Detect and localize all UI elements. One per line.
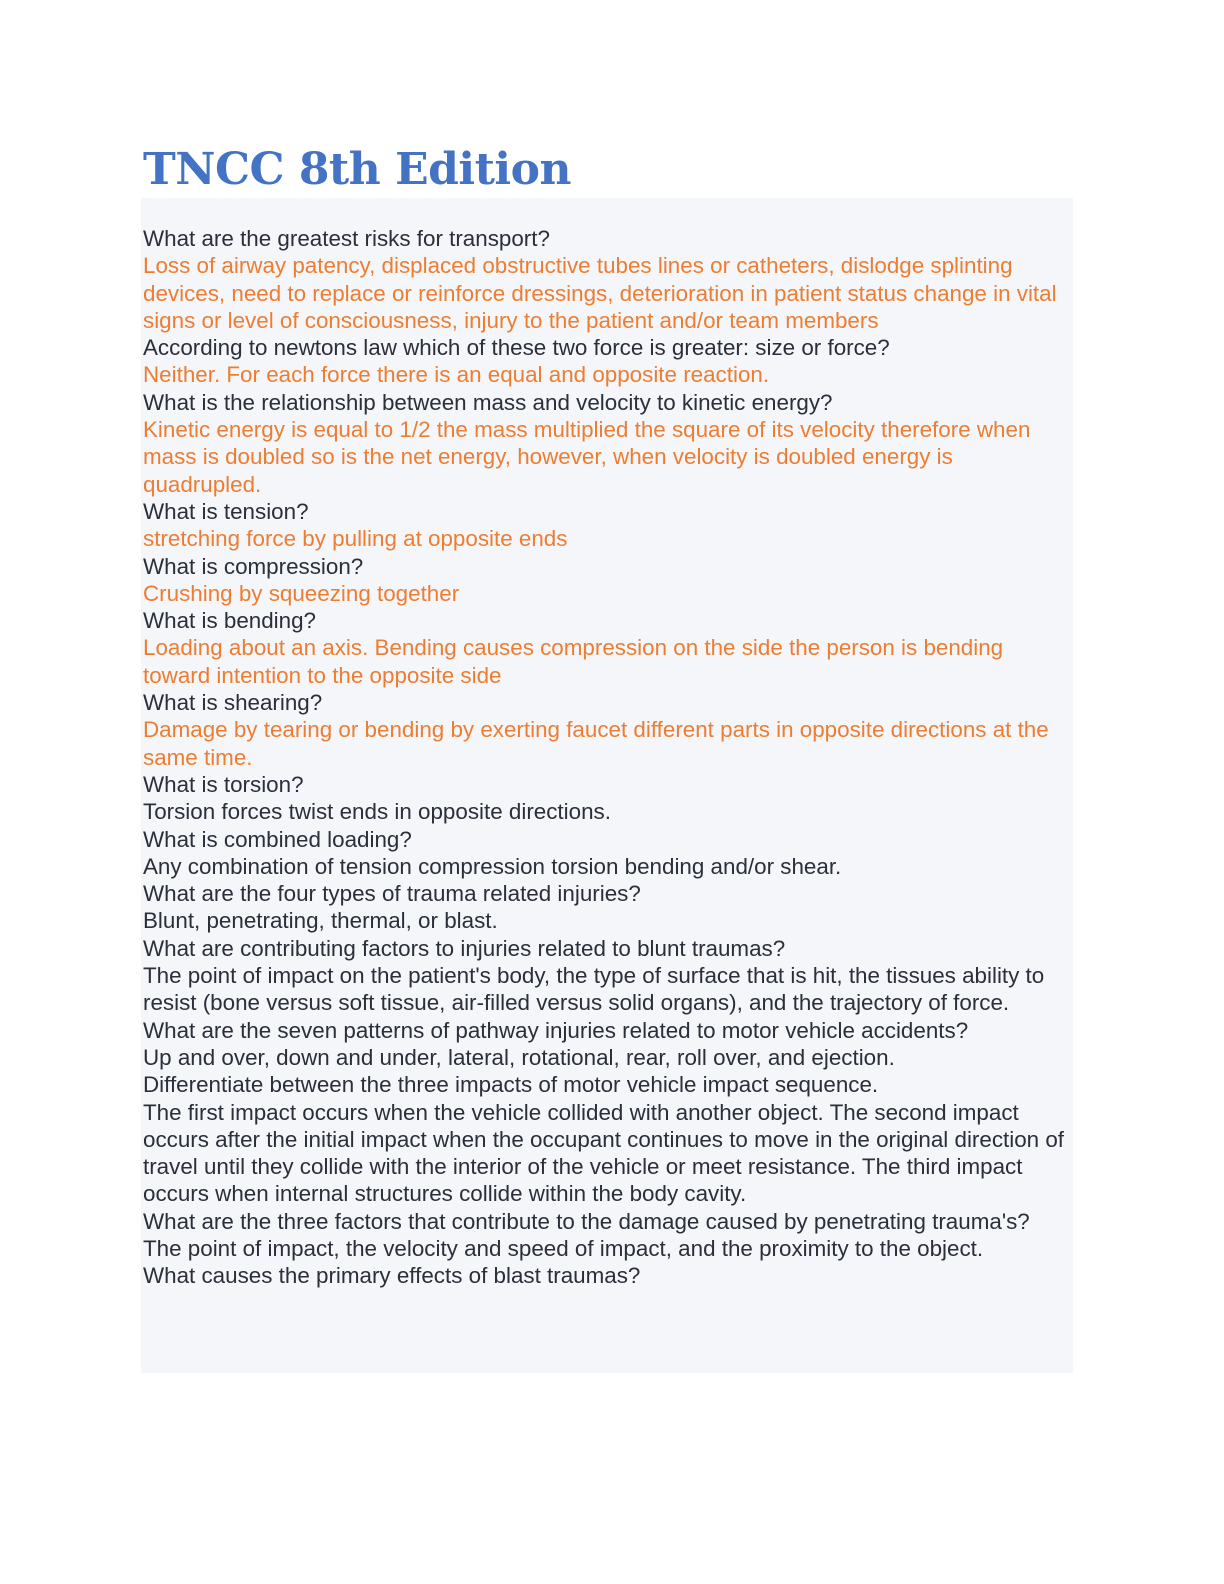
question: What are the four types of trauma related injuries?	[143, 881, 641, 907]
question: According to newtons law which of these two force is greater: size or force?	[143, 335, 890, 361]
answer: Loss of airway patency, displaced obstructive tubes lines or catheters, dislodge splinting devices, need to replace or reinforce dressings, deterioration in patient status change in vital signs or level of consciousness, injury to the patient and/or team members	[143, 253, 1057, 333]
question: What is the relationship between mass and velocity to kinetic energy?	[143, 389, 833, 415]
answer: The first impact occurs when the vehicle collided with another object. The second impact occurs after the initial impact when the occupant continues to move in the original direction of travel until they collide with the interior of the vehicle or meet resistance. The third impact occurs when internal structures collide within the body cavity.	[143, 1099, 1065, 1207]
answer: Torsion forces twist ends in opposite directions.	[143, 799, 611, 825]
question: Differentiate between the three impacts of motor vehicle impact sequence.	[143, 1072, 879, 1098]
answer: Damage by tearing or bending by exerting faucet different parts in opposite directions at the same time.	[143, 717, 1049, 770]
answer: The point of impact on the patient's body, the type of surface that is hit, the tissues ability to resist (bone versus soft tissue, air-filled versus solid organs), and the trajectory of force.	[143, 963, 1045, 1016]
question: What is compression?	[143, 553, 364, 579]
answer: Kinetic energy is equal to 1/2 the mass multiplied the square of its velocity therefore when mass is doubled so is the net energy, however, when velocity is doubled energy is quadrupled.	[143, 417, 1031, 497]
answer: Blunt, penetrating, thermal, or blast.	[143, 908, 498, 934]
answer: stretching force by pulling at opposite ends	[143, 526, 568, 552]
answer: Crushing by squeezing together	[143, 580, 460, 606]
question: What is torsion?	[143, 771, 304, 797]
question: What is tension?	[143, 498, 309, 524]
question: What is combined loading?	[143, 826, 412, 852]
question: What causes the primary effects of blast traumas?	[143, 1263, 641, 1289]
answer: Up and over, down and under, lateral, rotational, rear, roll over, and ejection.	[143, 1044, 895, 1070]
answer: The point of impact, the velocity and speed of impact, and the proximity to the object.	[143, 1235, 984, 1261]
page-title: TNCC 8th Edition	[143, 144, 571, 195]
question: What are contributing factors to injuries related to blunt traumas?	[143, 935, 786, 961]
question: What is shearing?	[143, 690, 323, 716]
qa-list	[143, 225, 1071, 1290]
question: What are the seven patterns of pathway injuries related to motor vehicle accidents?	[143, 1017, 969, 1043]
answer: Loading about an axis. Bending causes compression on the side the person is bending toward intention to the opposite side	[143, 635, 1004, 688]
question: What are the three factors that contribute to the damage caused by penetrating trauma's?	[143, 1208, 1030, 1234]
answer: Any combination of tension compression torsion bending and/or shear.	[143, 853, 842, 879]
question: What are the greatest risks for transport?	[143, 226, 550, 251]
answer: Neither. For each force there is an equal and opposite reaction.	[143, 362, 770, 388]
question: What is bending?	[143, 608, 317, 634]
